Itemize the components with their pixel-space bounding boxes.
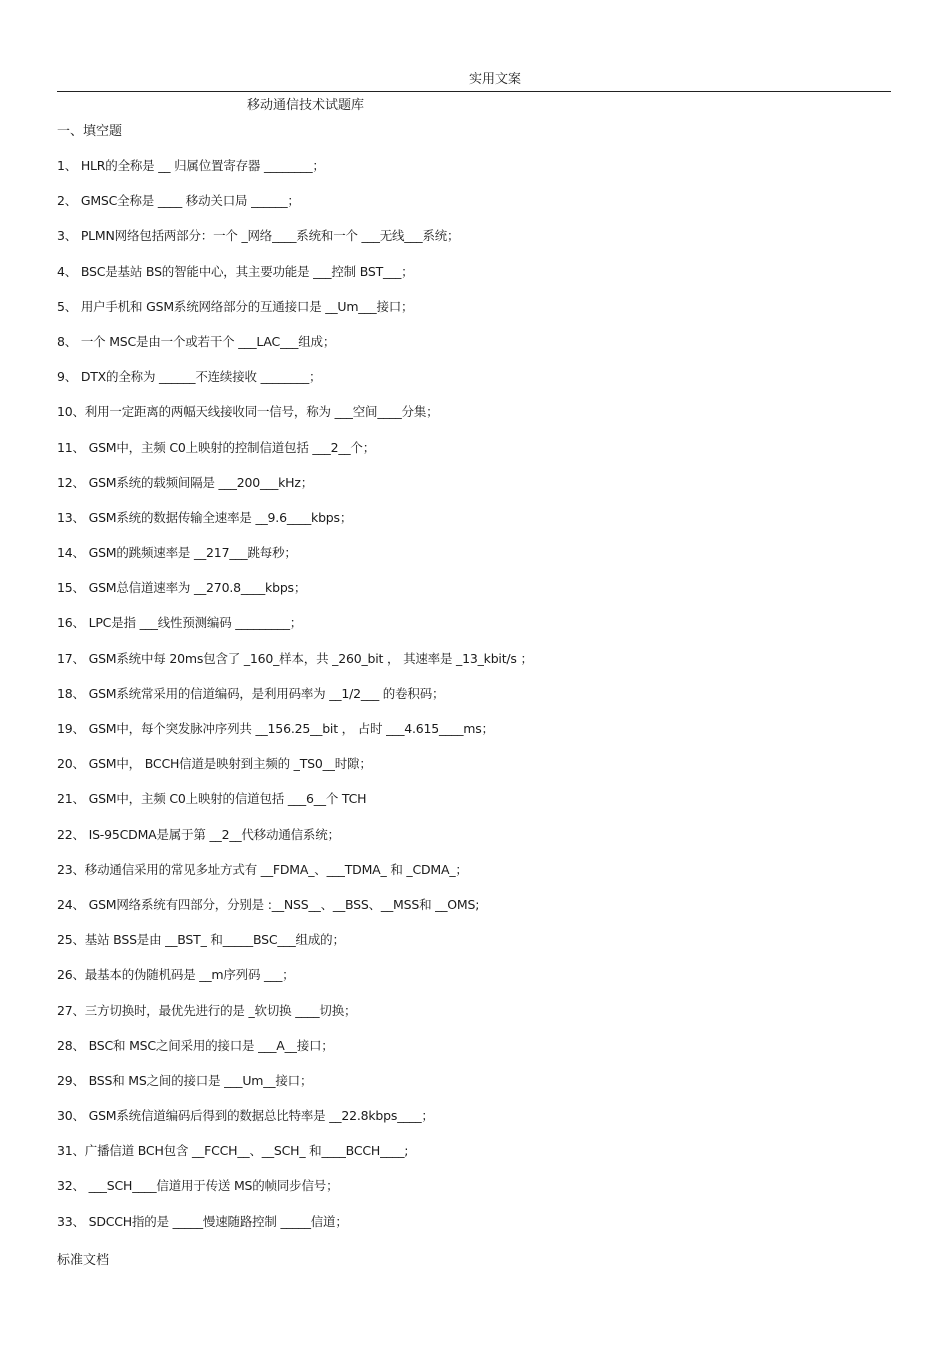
header-title: 实用文案 [468,72,521,87]
question-item: 9、 DTX的全称为 ______不连续接收 ________； [57,369,322,385]
question-item: 2、 GMSC全称是 ____ 移动关口局 ______； [57,193,300,209]
question-item: 18、 GSM系统常采用的信道编码，是利用码率为 __1/2___ 的卷积码； [57,685,445,701]
question-item: 12、 GSM系统的载频间隔是 ___200___kHz； [57,474,314,490]
question-item: 10、利用一定距离的两幅天线接收同一信号，称为 ___空间____分集； [57,404,439,420]
question-item: 30、 GSM系统信道编码后得到的数据总比特率是 __22.8kbps____； [57,1108,434,1124]
header-rule [57,91,891,92]
question-item: 3、 PLMN网络包括两部分：一个 _网络____系统和一个 ___无线___系统； [57,228,460,244]
question-item: 26、最基本的伪随机码是 __m序列码 ___； [57,967,295,983]
question-item: 11、 GSM中，主频 C0上映射的控制信道包括 ___2__个； [57,439,376,455]
question-item: 33、 SDCCH指的是 _____慢速随路控制 _____信道； [57,1213,348,1229]
question-item: 28、 BSC和 MSC之间采用的接口是 ___A__接口； [57,1037,334,1053]
question-item: 5、 用户手机和 GSM系统网络部分的互通接口是 __Um___接口； [57,298,414,314]
page-header [0,68,950,87]
question-item: 31、广播信道 BCH包含 __FCCH__、__SCH_ 和____BCCH____; [57,1143,409,1159]
question-item: 14、 GSM的跳频速率是 __217___跳每秒； [57,545,297,561]
question-item: 17、 GSM系统中每 20ms包含了 _160_样本，共 _260_bit ， 其速率是 _13_kbit/s ； [57,650,533,666]
question-item: 22、 IS-95CDMA是属于第 __2__代移动通信系统； [57,826,340,842]
question-item: 15、 GSM总信道速率为 __270.8____kbps； [57,580,307,596]
question-item: 19、 GSM中，每个突发脉冲序列共 __156.25__bit ， 占时 ___4.615____ms； [57,721,494,736]
page-footer: 标准文档 [57,1253,110,1268]
question-item: 8、 一个 MSC是由一个或若干个 ___LAC___组成； [57,333,336,349]
question-item: 25、基站 BSS是由 __BST_ 和_____BSC___组成的； [57,932,345,948]
question-item: 20、 GSM中， BCCH信道是映射到主频的 _TS0__时隙； [57,756,372,772]
section-heading: 一、填空题 [57,124,123,139]
question-item: 16、 LPC是指 ___线性预测编码 _________； [57,615,303,631]
question-item: 13、 GSM系统的数据传输全速率是 __9.6____kbps； [57,509,353,525]
question-item: 4、 BSC是基站 BS的智能中心，其主要功能是 ___控制 BST___； [57,263,414,279]
document-title: 移动通信技术试题库 [247,98,365,113]
question-item: 1、 HLR的全称是 __ 归属位置寄存器 ________； [57,158,325,173]
question-item: 24、 GSM网络系统有四部分，分别是 :__NSS__、__BSS、__MSS和 __OMS; [57,896,480,912]
question-item: 27、三方切换时，最优先进行的是 _软切换 ____切换； [57,1002,357,1018]
question-item: 23、移动通信采用的常见多址方式有 __FDMA_、___TDMA_ 和 _CDMA_； [57,861,468,877]
question-item: 21、 GSM中，主频 C0上映射的信道包括 ___6__个 TCH [57,791,367,807]
question-list [57,150,897,1241]
question-item: 29、 BSS和 MS之间的接口是 ___Um__接口； [57,1072,313,1088]
question-item: 32、 ___SCH____信道用于传送 MS的帧同步信号； [57,1178,339,1194]
